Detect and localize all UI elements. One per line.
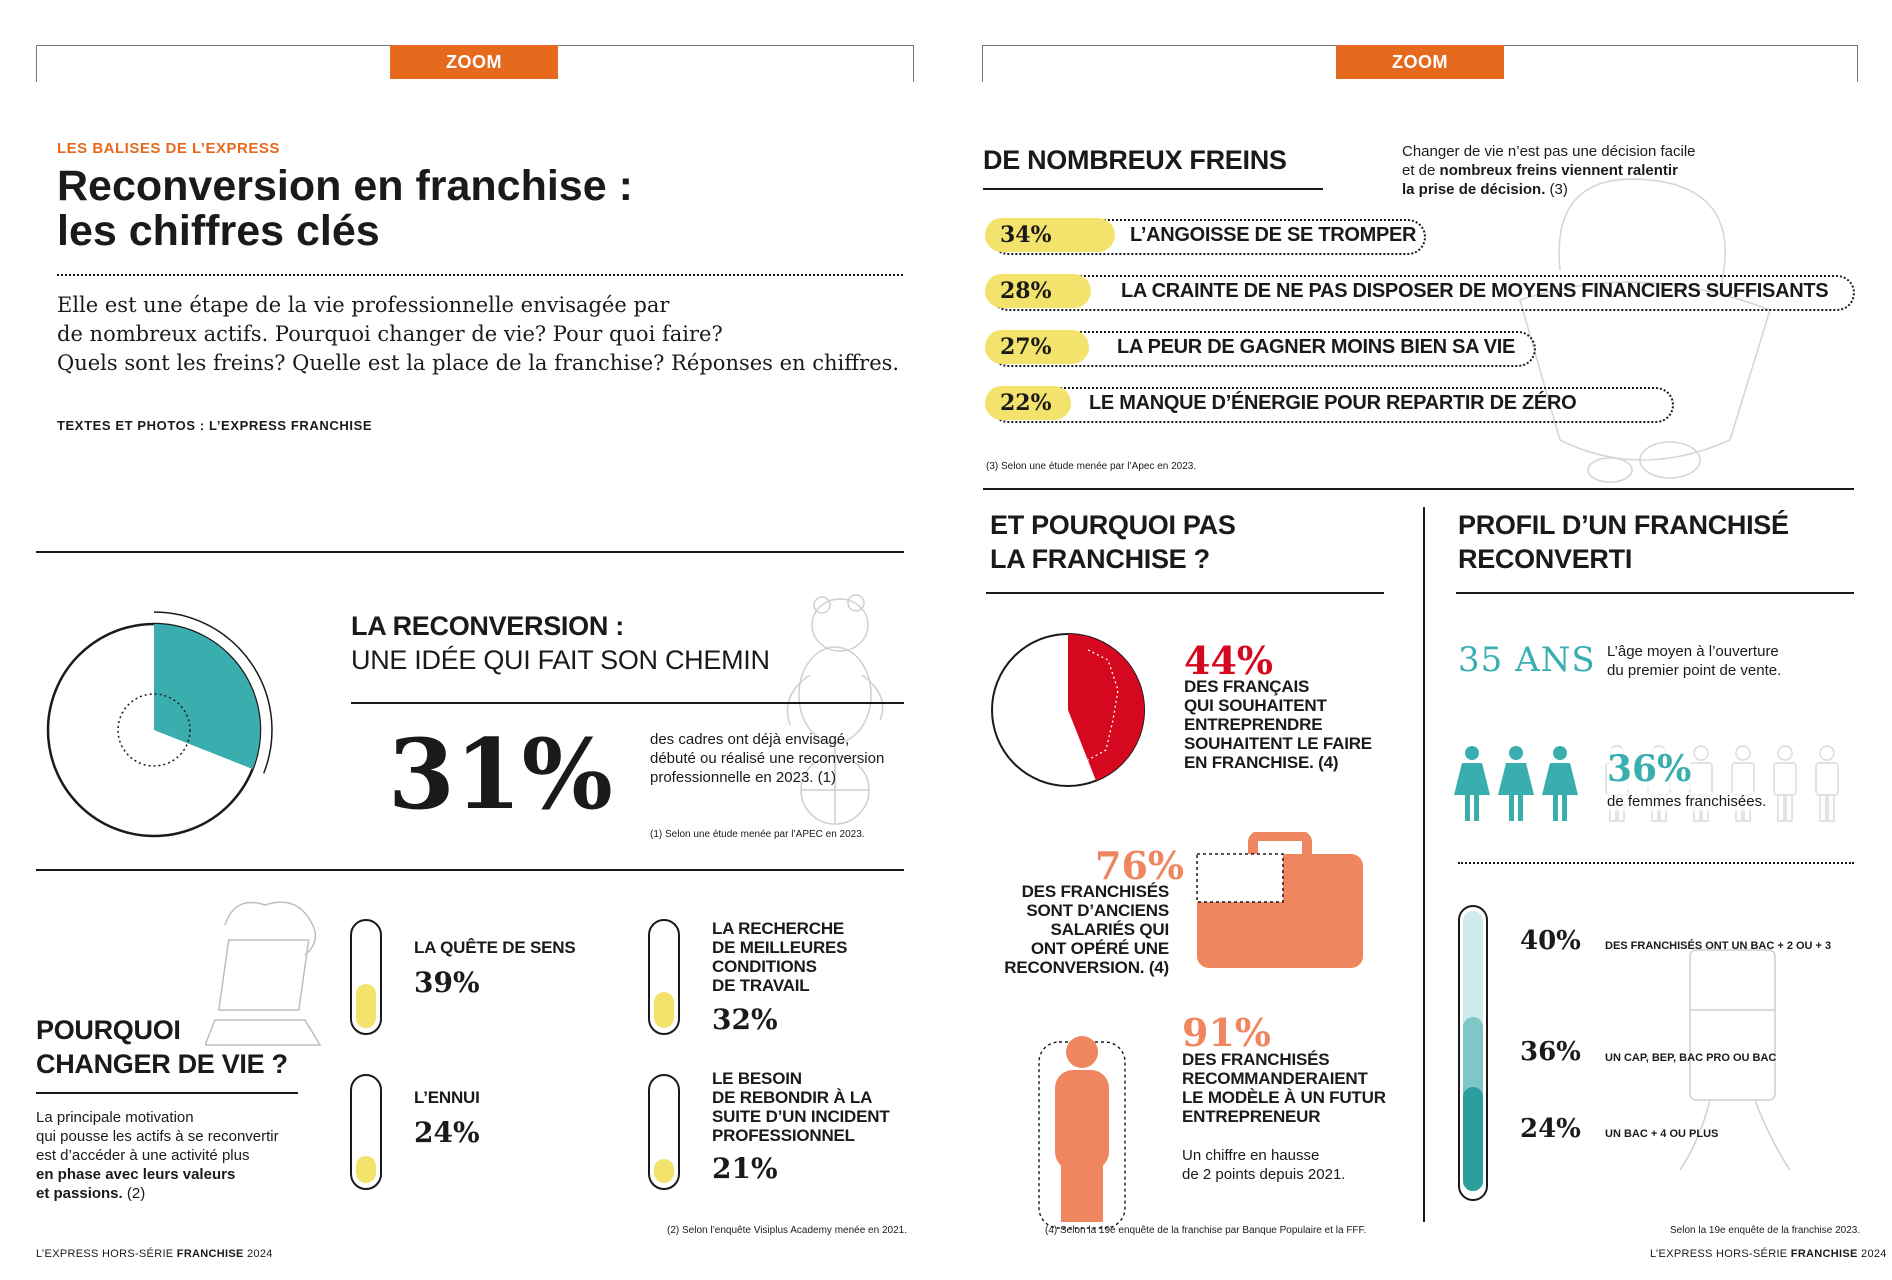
page-title: [57, 164, 633, 254]
lead-paragraph: [57, 291, 899, 378]
pourquoi-divider: [36, 1092, 298, 1094]
freins-divider: [983, 188, 1323, 190]
motivation-pct-conditions: 32%: [712, 1003, 778, 1036]
label-line: LA RECHERCHE: [712, 919, 845, 938]
title-divider: [57, 274, 903, 276]
education-label: UN BAC + 4 OU PLUS: [1605, 1128, 1719, 1140]
lead-line: Quels sont les freins? Quelle est la place de la franchise? Réponses en chiffres.: [57, 351, 900, 375]
label-line: LA QUÊTE DE SENS: [414, 938, 576, 957]
basket-illustration: [1500, 160, 1790, 490]
motivation-label-ennui: [414, 1088, 480, 1107]
woman-icon: [1498, 746, 1534, 821]
freins-intro-line: Changer de vie n’est pas une décision facile: [1402, 143, 1696, 160]
profil-age: 35 ANS: [1458, 640, 1596, 680]
pourquoi-heading-line1: POURQUOI: [36, 1015, 181, 1045]
franchise-heading-line2: LA FRANCHISE ?: [990, 544, 1210, 574]
profil-age-desc: [1607, 642, 1781, 680]
label-line: L’ENNUI: [414, 1088, 480, 1107]
profil-heading-line1: PROFIL D’UN FRANCHISÉ: [1458, 510, 1789, 540]
education-label: UN CAP, BEP, BAC PRO OU BAC: [1605, 1052, 1777, 1064]
right-footer: [1650, 1248, 1887, 1260]
footer-year: 2024: [243, 1248, 273, 1260]
freins-intro-ref: (3): [1545, 181, 1568, 198]
motivation-tube-conditions: [648, 919, 680, 1035]
profil-women-pct: 36%: [1607, 748, 1692, 790]
footer-year: 2024: [1857, 1248, 1887, 1260]
footer-brand: L’EXPRESS: [1650, 1248, 1713, 1260]
man-icon: [1816, 746, 1838, 821]
stat-line: SOUHAITENT LE FAIRE: [1184, 734, 1372, 753]
motivation-pct-ennui: 24%: [414, 1116, 480, 1149]
footnote-3: (3) Selon une étude menée par l’Apec en 2023.: [986, 461, 1197, 472]
education-fill-3: [1463, 1087, 1483, 1191]
stat-line: LE MODÈLE À UN FUTUR: [1182, 1088, 1386, 1107]
profil-dotted-divider: [1458, 862, 1854, 864]
section-divider: [36, 869, 904, 871]
profil-divider: [1456, 592, 1854, 594]
label-line: DE MEILLEURES: [712, 938, 848, 957]
page-title-line1: Reconversion en franchise :: [57, 162, 633, 210]
section-divider: [983, 488, 1854, 490]
desc-line: débuté ou réalisé une reconversion: [650, 750, 885, 767]
footer-text: HORS-SÉRIE: [1712, 1248, 1791, 1260]
footnote-4: (4) Selon la 19e enquête de la franchise par Banque Populaire et la FFF.: [1045, 1225, 1367, 1236]
frein-pct: 28%: [1000, 278, 1052, 304]
stat-sub-line: de 2 points depuis 2021.: [1182, 1166, 1346, 1183]
section-divider: [36, 551, 904, 553]
footer-text: HORS-SÉRIE: [98, 1248, 177, 1260]
pourquoi-text-bold: en phase avec leurs valeurs: [36, 1166, 236, 1183]
franchise-stat3-sub: [1182, 1146, 1345, 1184]
franchise-divider: [986, 592, 1384, 594]
age-desc-line: du premier point de vente.: [1607, 662, 1782, 679]
pourquoi-text-line: La principale motivation: [36, 1109, 194, 1126]
freins-intro-bold: la prise de décision.: [1402, 181, 1546, 198]
footnote-1: (1) Selon une étude menée par l’APEC en 2023.: [650, 829, 865, 840]
woman-icon: [1542, 746, 1578, 821]
freins-intro-bold: nombreux freins viennent ralentir: [1439, 162, 1678, 179]
reconversion-description: [650, 730, 884, 787]
education-pct: 40%: [1520, 926, 1581, 956]
frein-label: L’ANGOISSE DE SE TROMPER: [1130, 224, 1417, 246]
label-line: CONDITIONS: [712, 957, 817, 976]
reconversion-heading: [351, 609, 770, 677]
frein-label: LA CRAINTE DE NE PAS DISPOSER DE MOYENS FINANCIERS SUFFISANTS: [1121, 280, 1829, 302]
desc-line: professionnelle en 2023. (1): [650, 769, 836, 786]
lead-line: Elle est une étape de la vie professionnelle envisagée par: [57, 293, 670, 317]
franchise-heading: [990, 508, 1236, 576]
kicker: LES BALISES DE L’EXPRESS: [57, 140, 280, 157]
footer-bold: FRANCHISE: [1790, 1248, 1858, 1260]
footer-bold: FRANCHISE: [176, 1248, 244, 1260]
motivation-tube-rebondir: [648, 1074, 680, 1190]
column-divider: [1423, 507, 1425, 1222]
franchise-stat1-pct: 44%: [1184, 638, 1273, 683]
label-line: PROFESSIONNEL: [712, 1126, 855, 1145]
pourquoi-text-line: est d’accéder à une activité plus: [36, 1147, 250, 1164]
reconversion-heading-line1: LA RECONVERSION :: [351, 611, 624, 641]
man-icon: [1774, 746, 1796, 821]
right-zoom-badge: ZOOM: [1336, 45, 1504, 79]
education-pct: 36%: [1520, 1037, 1581, 1067]
franchise-pie-chart: [988, 630, 1148, 790]
person-icon: [1037, 1030, 1127, 1230]
bear-on-unicycle-illustration: [770, 585, 900, 835]
motivation-tube-sens: [350, 919, 382, 1035]
footnote-2: (2) Selon l’enquête Visiplus Academy menée en 2021.: [667, 1225, 907, 1236]
frein-pct: 22%: [1000, 390, 1052, 416]
motivation-tube-ennui: [350, 1074, 382, 1190]
label-line: LE BESOIN: [712, 1069, 802, 1088]
left-zoom-badge: ZOOM: [390, 45, 558, 79]
motivation-label-conditions: [712, 919, 847, 995]
motivation-pct-sens: 39%: [414, 966, 480, 999]
stat-line: RECOMMANDERAIENT: [1182, 1069, 1368, 1088]
franchise-heading-line1: ET POURQUOI PAS: [990, 510, 1236, 540]
tube-fill: [654, 1159, 674, 1183]
briefcase-icon: [1195, 832, 1365, 972]
label-line: DE TRAVAIL: [712, 976, 810, 995]
pourquoi-heading-line2: CHANGER DE VIE ?: [36, 1049, 288, 1079]
frein-label: LE MANQUE D’ÉNERGIE POUR REPARTIR DE ZÉRO: [1089, 392, 1577, 414]
motivation-label-sens: [414, 938, 575, 957]
franchise-stat1-text: [1184, 677, 1372, 772]
frein-pct: 27%: [1000, 334, 1052, 360]
footer-brand: L’EXPRESS: [36, 1248, 99, 1260]
reconversion-divider: [351, 702, 904, 704]
reconversion-pie-chart: [40, 590, 290, 840]
franchise-stat2-pct: 76%: [1095, 843, 1184, 888]
footnote-5: Selon la 19e enquête de la franchise 2023.: [1670, 1225, 1861, 1236]
pourquoi-text: [36, 1108, 279, 1203]
profil-women-desc: de femmes franchisées.: [1607, 793, 1767, 810]
stat-line: RECONVERSION. (4): [1004, 958, 1169, 977]
tube-fill: [654, 992, 674, 1028]
stat-line: DES FRANCHISÉS: [1021, 882, 1169, 901]
stat-line: QUI SOUHAITENT: [1184, 696, 1327, 715]
stat-sub-line: Un chiffre en hausse: [1182, 1147, 1320, 1164]
left-footer: [36, 1248, 273, 1260]
reconversion-heading-line2: UNE IDÉE QUI FAIT SON CHEMIN: [351, 645, 770, 675]
frein-label: LA PEUR DE GAGNER MOINS BIEN SA VIE: [1117, 336, 1516, 358]
profil-heading-line2: RECONVERTI: [1458, 544, 1633, 574]
label-line: DE REBONDIR À LA: [712, 1088, 873, 1107]
pourquoi-text-ref: (2): [122, 1185, 146, 1202]
motivation-pct-rebondir: 21%: [712, 1152, 778, 1185]
profil-heading: [1458, 508, 1789, 576]
stat-line: ONT OPÉRÉ UNE: [1030, 939, 1169, 958]
pourquoi-text-bold: et passions.: [36, 1185, 123, 1202]
freins-heading: DE NOMBREUX FREINS: [983, 145, 1287, 175]
education-pct: 24%: [1520, 1114, 1581, 1144]
stat-line: DES FRANÇAIS: [1184, 677, 1310, 696]
franchise-stat3-text: [1182, 1050, 1386, 1126]
tube-fill: [356, 984, 376, 1028]
age-desc-line: L’âge moyen à l’ouverture: [1607, 643, 1779, 660]
franchise-stat3-pct: 91%: [1182, 1010, 1271, 1055]
desc-line: des cadres ont déjà envisagé,: [650, 731, 850, 748]
tube-fill: [356, 1156, 376, 1183]
pourquoi-heading: [36, 1013, 288, 1081]
stat-line: SALARIÉS QUI: [1050, 920, 1169, 939]
woman-icon: [1454, 746, 1490, 821]
stat-line: DES FRANCHISÉS: [1182, 1050, 1330, 1069]
page-title-line2: les chiffres clés: [57, 207, 380, 255]
education-tube: [1458, 905, 1488, 1201]
freins-intro: [1402, 142, 1696, 199]
reconversion-big-stat: 31%: [388, 718, 613, 831]
motivation-label-rebondir: [712, 1069, 890, 1145]
stat-line: ENTREPRENDRE: [1184, 715, 1323, 734]
education-label: DES FRANCHISÉS ONT UN BAC + 2 OU + 3: [1605, 940, 1832, 952]
stat-line: ENTREPRENEUR: [1182, 1107, 1321, 1126]
stat-line: SONT D’ANCIENS: [1026, 901, 1169, 920]
frein-pct: 34%: [1000, 222, 1052, 248]
stat-line: EN FRANCHISE. (4): [1184, 753, 1339, 772]
pie-slice-31: [154, 624, 260, 769]
pourquoi-text-line: qui pousse les actifs à se reconvertir: [36, 1128, 279, 1145]
freins-intro-text: et de: [1402, 162, 1440, 179]
credits: TEXTES ET PHOTOS : L’EXPRESS FRANCHISE: [57, 418, 373, 433]
franchise-stat2-text: [995, 882, 1169, 977]
lead-line: de nombreux actifs. Pourquoi changer de vie? Pour quoi faire?: [57, 322, 723, 346]
label-line: SUITE D’UN INCIDENT: [712, 1107, 890, 1126]
